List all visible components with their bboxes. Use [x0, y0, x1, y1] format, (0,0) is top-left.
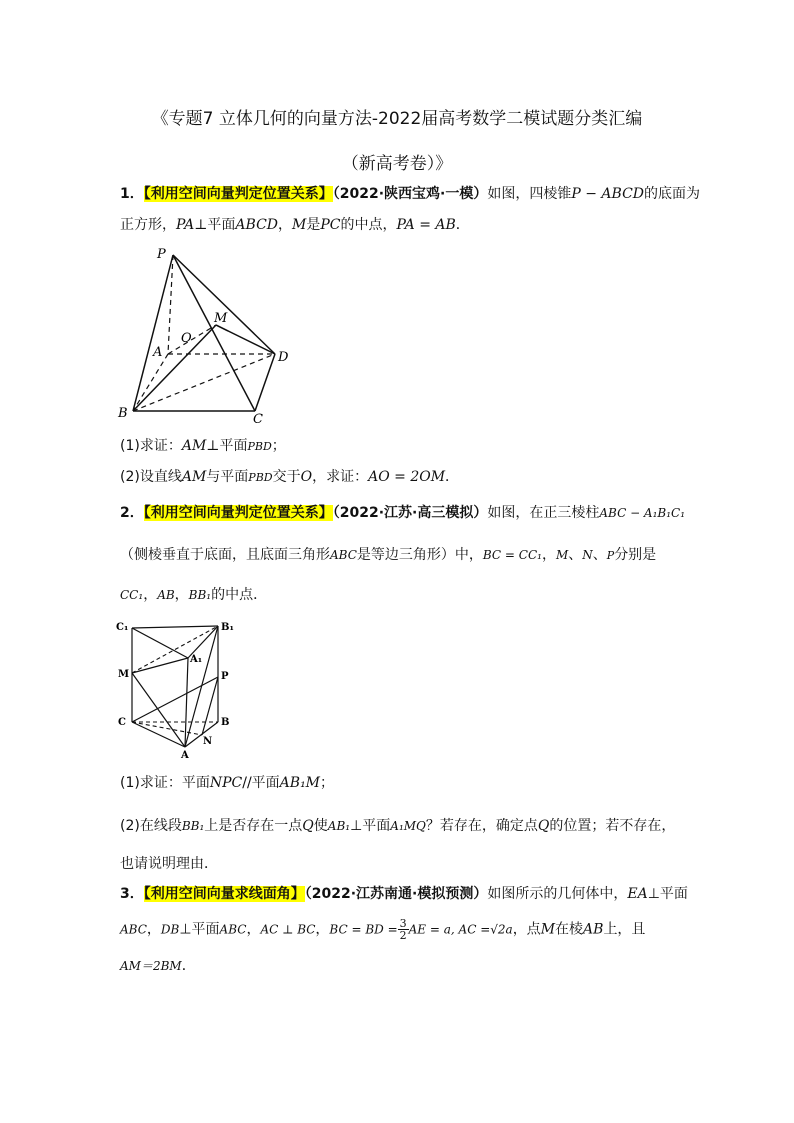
- q2-source: （2022·江苏·高三模拟）: [332, 505, 488, 521]
- q1-text: 是: [306, 217, 321, 233]
- q1-subquestion-2: [120, 466, 680, 489]
- q1-sub1-perp: ⊥: [206, 438, 220, 454]
- q1-line2: [120, 214, 680, 236]
- q2-prism-figure: [110, 615, 250, 765]
- q2-text: ，: [541, 547, 556, 563]
- q2-sub2-text: 上是否存在一点: [204, 818, 303, 834]
- q3-text: ⊥平面: [179, 921, 220, 938]
- q2-text: 的中点．: [211, 587, 268, 603]
- q2-subquestion-2-line2: 也请说明理由．: [120, 856, 218, 872]
- q2-sub2-math: Q: [302, 818, 314, 834]
- q2-topic-tag: 【利用空间向量判定位置关系】: [143, 505, 333, 521]
- q1-label-B: B: [118, 406, 128, 421]
- q3-text: ，: [146, 921, 161, 938]
- q2-line1: [120, 502, 686, 524]
- q1-label-C: C: [253, 412, 263, 427]
- q3-math: M: [540, 921, 556, 938]
- q2-text: ，: [174, 587, 189, 603]
- q2-sub2-math: BB₁: [181, 819, 205, 833]
- q2-sub2-math: A₁MQ: [390, 819, 426, 833]
- q3-topic-tag: 【利用空间向量求线面角】: [143, 886, 305, 902]
- document-title-line1: 《专题7 立体几何的向量方法-2022届高考数学二模试题分类汇编: [151, 109, 643, 129]
- q2-label-A: A: [181, 750, 189, 761]
- q2-text: 如图，在正三棱柱: [487, 505, 600, 521]
- q1-sub2-text: (2)设直线: [120, 469, 182, 485]
- q1-label-M: M: [214, 311, 228, 326]
- q1-label-A: A: [153, 345, 163, 360]
- q1-math: ABCD: [235, 217, 279, 233]
- q1-math: PA: [176, 217, 195, 233]
- q1-line1: [120, 183, 701, 205]
- document-title-line2: （新高考卷）》: [341, 154, 453, 174]
- q1-text: 的中点，: [340, 217, 397, 233]
- q3-math: DB: [160, 922, 180, 937]
- q1-sub2-math: PBD: [248, 471, 273, 484]
- q1-sub2-text: 交于: [272, 469, 301, 485]
- q2-label-A1: A₁: [190, 654, 203, 665]
- q2-sub1-math: AB₁M: [279, 775, 321, 791]
- q2-sub1-text: (1)求证：平面: [120, 775, 210, 791]
- q2-sub1-text: ；: [320, 775, 335, 791]
- q2-number: 2．: [120, 505, 144, 521]
- q3-source: （2022·江苏南通·模拟预测）: [304, 886, 488, 902]
- q3-math: ABC: [120, 922, 147, 937]
- q3-sqrt: √2a: [490, 922, 513, 937]
- q2-label-B: B: [221, 717, 230, 728]
- q1-sub2-math: O: [300, 469, 313, 485]
- q2-math: P: [606, 549, 615, 562]
- q2-label-N: N: [203, 736, 213, 747]
- q3-math: AM＝2BM: [120, 959, 182, 973]
- q3-text: ．: [181, 958, 196, 974]
- q2-math: CC₁: [120, 588, 144, 602]
- q1-text: 如图，四棱锥: [487, 186, 572, 202]
- q2-sub2-text: ⊥平面: [350, 818, 391, 834]
- q3-math: BC = BD =: [329, 922, 398, 937]
- q1-text: 的底面为: [644, 186, 701, 202]
- q1-sub1-math: PBD: [247, 440, 272, 453]
- q1-sub1-text: ；: [271, 438, 286, 454]
- q1-math: P − ABCD: [571, 186, 645, 202]
- q2-subquestion-2: [120, 815, 680, 837]
- q2-math: N: [582, 548, 593, 562]
- q1-sub1-text: (1)求证：: [120, 438, 182, 454]
- q2-sub2-text: 的位置；若不存在，: [549, 818, 676, 834]
- q2-text: 是等边三角形）中，: [356, 547, 483, 563]
- q2-math: AB: [157, 588, 175, 602]
- q2-label-M: M: [118, 669, 130, 680]
- q1-label-P: P: [157, 247, 166, 262]
- q1-perp: ⊥: [194, 217, 208, 233]
- q2-text: 、: [592, 547, 607, 563]
- q2-text: 分别是: [614, 547, 657, 563]
- q2-sub2-text: (2)在线段: [120, 818, 182, 834]
- q2-text: （侧棱垂直于底面，且底面三角形: [120, 547, 330, 563]
- q1-text: 正方形，: [120, 217, 176, 233]
- q2-label-C: C: [118, 717, 126, 728]
- q3-text: 上，且: [603, 921, 646, 938]
- q3-line3: [120, 955, 680, 977]
- q1-number: 1．: [120, 186, 144, 202]
- q1-sub2-text: ．: [445, 469, 460, 485]
- q1-sub1-text: 平面: [219, 438, 248, 454]
- q1-pyramid-figure: [110, 245, 300, 430]
- q3-math: AB: [583, 921, 604, 938]
- q3-text: ，: [315, 921, 330, 938]
- q2-subquestion-1: [120, 772, 680, 794]
- q2-line3: [120, 584, 680, 606]
- q3-text: ，点: [512, 921, 541, 938]
- q2-sub2-text: 使: [313, 818, 328, 834]
- q2-sub1-math: NPC: [209, 775, 243, 791]
- q2-line2: [120, 544, 680, 567]
- q1-label-O: O: [181, 331, 192, 346]
- q1-sub2-math: AO = 2OM: [368, 469, 446, 485]
- q3-line2: [120, 918, 680, 941]
- q1-math: M: [292, 217, 307, 233]
- q3-math: AC ⊥ BC: [260, 922, 316, 937]
- q2-sub1-text: //平面: [242, 775, 280, 791]
- q2-math: BC = CC₁: [482, 548, 542, 562]
- q2-math: ABC: [330, 548, 357, 562]
- q3-math: EA: [627, 886, 648, 902]
- q3-line1: [120, 883, 688, 905]
- q2-label-P: P: [221, 671, 229, 682]
- q1-subquestion-1: [120, 435, 680, 458]
- q3-fraction-numerator: 3: [399, 917, 407, 930]
- q1-label-D: D: [278, 350, 289, 365]
- q1-source: （2022·陕西宝鸡·一模）: [332, 186, 488, 202]
- q3-text: ，: [246, 921, 261, 938]
- q1-sub1-math: AM: [181, 438, 207, 454]
- q3-text: ⊥平面: [647, 886, 688, 902]
- q1-math: PC: [320, 217, 341, 233]
- q2-text: ，: [143, 587, 158, 603]
- q2-math: ABC − A₁B₁C₁: [599, 506, 686, 520]
- q2-math: BB₁: [188, 588, 212, 602]
- q2-label-C1: C₁: [116, 622, 129, 633]
- q1-text: ．: [455, 217, 470, 233]
- q2-sub2-math: Q: [537, 818, 550, 834]
- q2-sub2-text: ？若存在，确定点: [425, 818, 538, 834]
- q1-sub2-text: 与平面: [206, 469, 249, 485]
- q3-number: 3．: [120, 886, 144, 902]
- q2-label-B1: B₁: [221, 622, 234, 633]
- q1-sub2-text: ，求证：: [312, 469, 369, 485]
- q1-text: 平面: [207, 217, 236, 233]
- q3-math: AE = a, AC =: [408, 922, 491, 937]
- q2-math: M: [555, 548, 569, 562]
- q3-text: 如图所示的几何体中，: [487, 886, 628, 902]
- q2-text: 、: [568, 547, 583, 563]
- q1-text: ，: [278, 217, 293, 233]
- q1-topic-tag: 【利用空间向量判定位置关系】: [143, 186, 333, 202]
- q1-sub2-math: AM: [181, 469, 207, 485]
- q3-text: 在棱: [555, 921, 584, 938]
- q1-math: PA = AB: [396, 217, 456, 233]
- q3-fraction: [398, 918, 409, 941]
- q2-sub2-math: AB₁: [327, 819, 351, 833]
- q3-fraction-denominator: 2: [399, 929, 407, 942]
- q3-math: ABC: [219, 922, 247, 937]
